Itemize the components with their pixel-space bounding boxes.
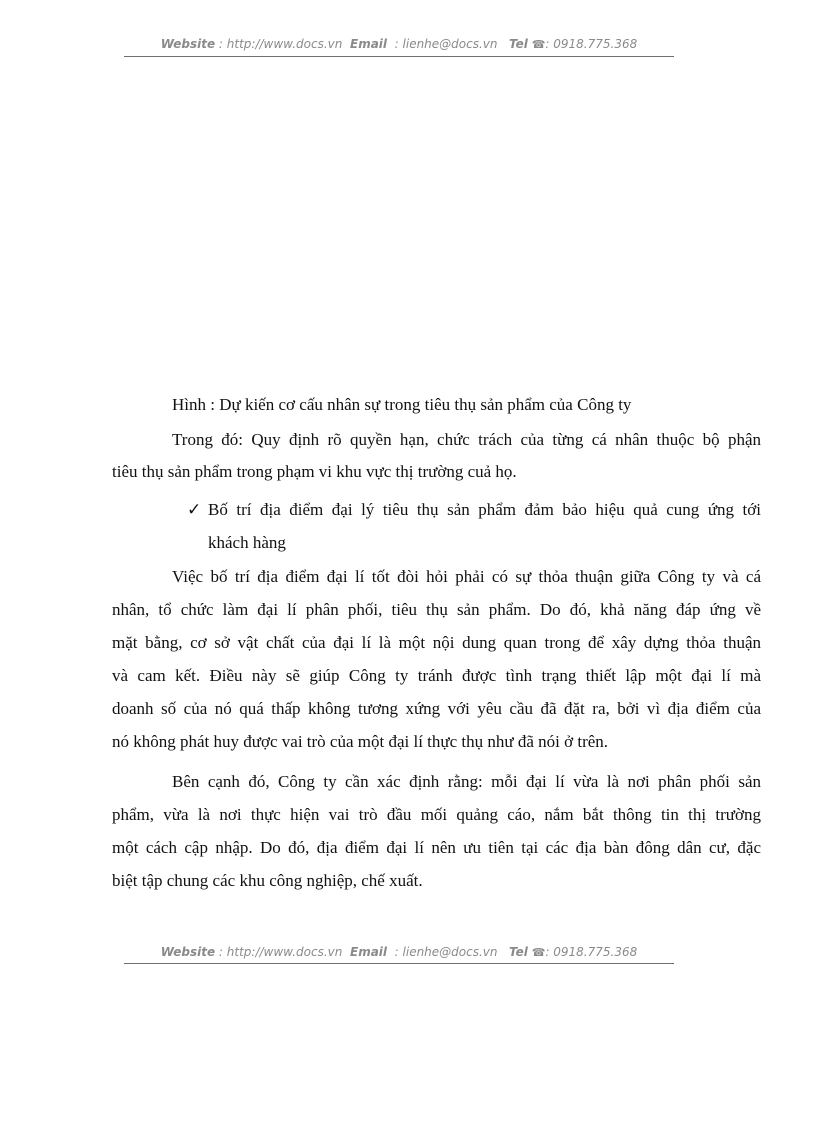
paragraph-line: Việc bố trí địa điểm đại lí tốt đòi hỏi phải có sự thỏa thuận giữa Công ty và cá <box>172 567 761 586</box>
paragraph-line: doanh số của nó quá thấp không tương xứng với yêu cầu đã đặt ra, bởi vì địa điểm của <box>112 699 761 718</box>
paragraph-line: nó không phát huy được vai trò của một đại lí thực thụ như đã nói ở trên. <box>112 732 609 751</box>
paragraph-line: mặt bằng, cơ sở vật chất của đại lí là một nội dung quan trong để xây dựng thỏa thuận <box>112 633 761 652</box>
header-rule <box>124 56 674 57</box>
phone-icon: ☎ <box>531 946 546 959</box>
bullet-line: Bố trí địa điểm đại lý tiêu thụ sản phẩm đảm bảo hiệu quả cung ứng tới <box>208 500 761 519</box>
page-footer <box>124 945 674 959</box>
footer-rule <box>124 963 674 964</box>
paragraph-line: phẩm, vừa là nơi thực hiện vai trò đầu mối quảng cáo, nắm bắt thông tin thị trường <box>112 805 761 824</box>
figure-caption: Hình : Dự kiến cơ cấu nhân sự trong tiêu thụ sản phẩm của Công ty <box>172 395 632 414</box>
checkmark-icon: ✓ <box>187 500 202 520</box>
paragraph-line: Trong đó: Quy định rõ quyền hạn, chức trách của từng cá nhân thuộc bộ phận <box>172 430 761 449</box>
paragraph-line: biệt tập chung các khu công nghiệp, chế xuất. <box>112 871 423 890</box>
footer-text: Website : http://www.docs.vn Email : lienhe@docs.vn Tel ☎: 0918.775.368 <box>160 945 638 959</box>
bullet-line: khách hàng <box>208 533 286 552</box>
paragraph-line: tiêu thụ sản phẩm trong phạm vi khu vực thị trường cuả họ. <box>112 462 517 481</box>
paragraph-line: nhân, tổ chức làm đại lí phân phối, tiêu thụ sản phẩm. Do đó, khả năng đáp ứng về <box>112 600 761 619</box>
paragraph-line: Bên cạnh đó, Công ty cần xác định rằng: mỗi đại lí vừa là nơi phân phối sản <box>172 772 761 791</box>
paragraph-line: một cách cập nhập. Do đó, địa điểm đại lí nên ưu tiên tại các địa bàn đông dân cư, đặc <box>112 838 761 857</box>
paragraph-line: và cam kết. Điều này sẽ giúp Công ty tránh được tình trạng thiết lập một đại lí mà <box>112 666 761 685</box>
header-text: Website : http://www.docs.vn Email : lienhe@docs.vn Tel ☎: 0918.775.368 <box>160 37 638 51</box>
phone-icon: ☎ <box>531 38 546 51</box>
page-header <box>124 37 674 51</box>
